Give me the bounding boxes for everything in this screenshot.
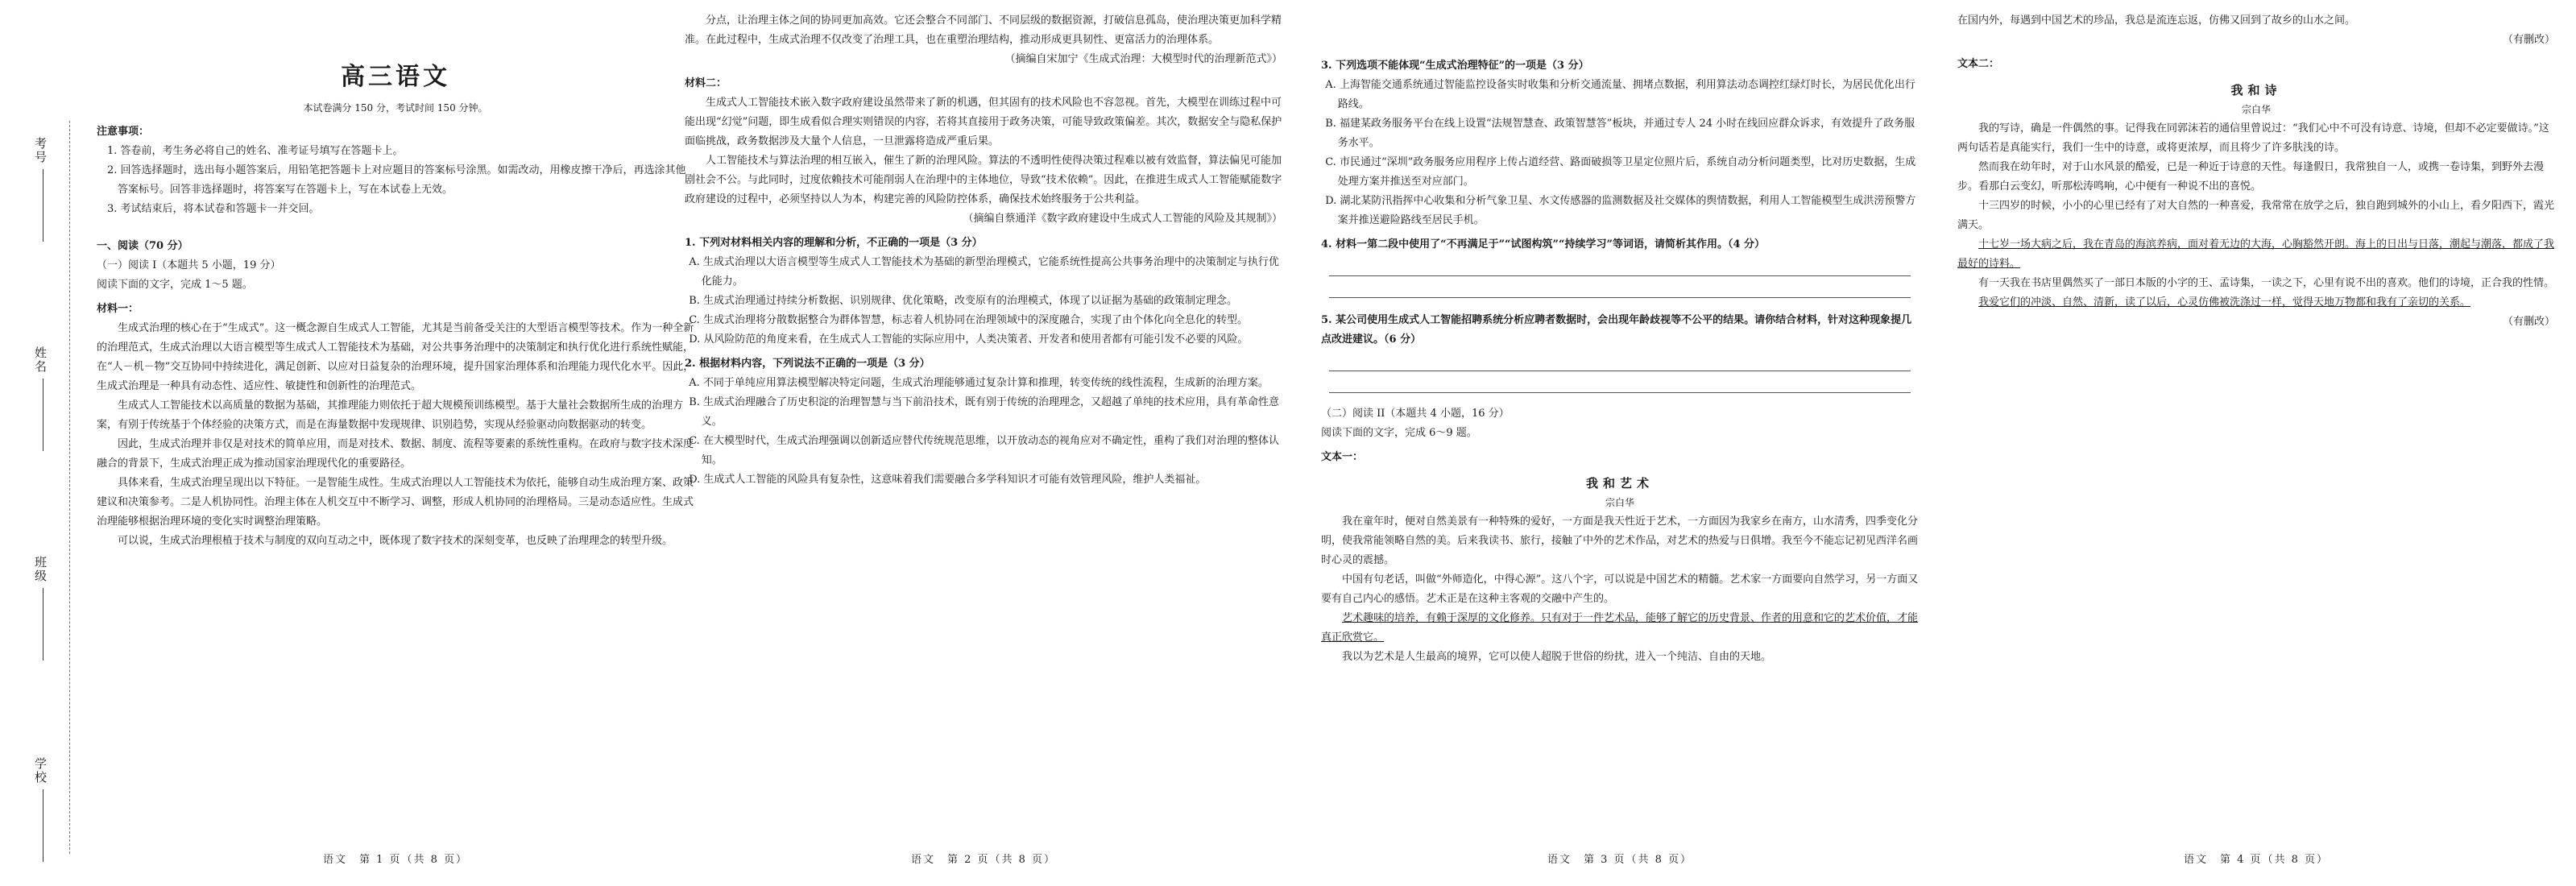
paragraph: 有一天我在书店里偶然买了一部日本版的小字的王、孟诗集，一读之下，心里有说不出的喜欢。他们的诗境，正合我的性情。 <box>1978 277 2555 289</box>
paragraph: 因此，生成式治理并非仅是对技术的简单应用，而是对技术、数据、制度、流程等要素的系统性重构。在政府与数字技术深度融合的背景下，生成式治理正成为推动国家治理现代化的重要路径。 <box>97 438 694 470</box>
paragraph: 我以为艺术是人生最高的境界，它可以使人超脱于世俗的纷扰，进入一个纯洁、自由的天地。 <box>1342 651 1772 663</box>
page-footer: 语文 第 4 页（共 8 页） <box>2183 854 2330 866</box>
answer-line <box>1329 255 1911 276</box>
paragraph: 我爱它们的冲淡、自然、清新，读了以后，心灵仿佛被洗涤过一样，觉得天地万物都和我有了亲切的关系。 <box>1978 296 2471 308</box>
page-4 <box>1957 11 2555 865</box>
paragraph: 我在童年时，便对自然美景有一种特殊的爱好，一方面是我天性近于艺术，一方面因为我家乡在南方，山水清秀，四季变化分明，使我常能领略自然的美。后来我读书、旅行，接触了中外的艺术作品，对艺术的热爱与日俱增。我至今不能忘记初见西洋名画时心灵的震撼。 <box>1321 515 1919 566</box>
article-author: 宗白华 <box>2241 104 2271 115</box>
instruction: 阅读下面的文字，完成 6～9 题。 <box>1321 427 1477 439</box>
option-d: D. 生成式人工智能的风险具有复杂性，这意味着我们需要融合多学科知识才可能有效管理风险，维护人类福祉。 <box>689 474 1207 486</box>
note-2: 2. 回答选择题时，选出每小题答案后，用铅笔把答题卡上对应题目的答案标号涂黑。如需改动，用橡皮擦干净后，再选涂其他答案标号。回答非选择题时，将答案写在答题卡上，写在本试卷上无效。 <box>107 164 686 196</box>
class-label: 班级 <box>33 556 48 583</box>
option-c: C. 市民通过“深圳”政务服务应用程序上传占道经营、路面破损等卫星定位照片后，系统自动分析问题类型，比对历史数据，生成处理方案并推送至对应部门。 <box>1325 156 1916 188</box>
material-1-label: 材料一： <box>97 303 139 315</box>
paragraph: 十三四岁的时候，小小的心里已经有了对大自然的一种喜爱，我常常在放学之后，独自跑到城外的小山上，看夕阳西下，霞光满天。 <box>1957 200 2555 231</box>
paragraph: 生成式治理的核心在于“生成式”。这一概念源自生成式人工智能，尤其是当前备受关注的大型语言模型等技术。作为一种全新的治理范式，生成式治理以大语言模型等生成式人工智能技术为基础，对公共事务治理中的决策制定和执行优化进行系统性赋能，在“人－机－物”交互协同中持续进化，满足创新、以应对日益复杂的治理环境，提升国家治理体系和治理能力现代化水平。因此，生成式治理是一种具有动态性、适应性、敏捷性和创新性的治理范式。 <box>97 322 694 392</box>
paragraph: 十七岁一场大病之后，我在青岛的海滨养病，面对着无边的大海，心胸豁然开朗。海上的日出与日落，潮起与潮落，都成了我最好的诗料。 <box>1957 238 2555 270</box>
article-title: 我和诗 <box>2230 83 2282 97</box>
page-footer: 语文 第 3 页（共 8 页） <box>1547 854 1693 866</box>
page-footer: 语文 第 1 页（共 8 页） <box>322 854 469 866</box>
option-d: D. 从风险防范的角度来看，在生成式人工智能的实际应用中，人类决策者、开发者和使用者都有可能引发不必要的风险。 <box>689 333 1249 346</box>
question-4: 4. 材料一第二段中使用了“不再满足于”“试图构筑”“持续学习”等词语，请简析其作用。（4 分） <box>1321 238 1766 250</box>
kaohao-field <box>32 137 55 242</box>
question-2: 2. 根据材料内容，下列说法不正确的一项是（3 分） <box>685 358 930 370</box>
class-field <box>32 556 55 660</box>
question-1: 1. 下列对材料相关内容的理解和分析，不正确的一项是（3 分） <box>685 237 983 249</box>
page-footer: 语文 第 2 页（共 8 页） <box>910 854 1057 866</box>
name-field <box>32 346 55 451</box>
answer-line <box>1329 371 1911 393</box>
text-1-label: 文本一： <box>1321 451 1364 463</box>
page-1 <box>97 11 694 865</box>
option-b: B. 生成式治理通过持续分析数据、识别规律、优化策略，改变原有的治理模式，体现了以证据为基础的政策制定理念。 <box>689 295 1238 307</box>
paragraph: 可以说，生成式治理根植于技术与制度的双向互动之中，既体现了数字技术的深刻变革，也反映了治理理念的转型升级。 <box>118 535 673 547</box>
note-1: 1. 答卷前，考生务必将自己的姓名、准考证号填写在答题卡上。 <box>107 145 404 157</box>
option-c: C. 在大模型时代，生成式治理强调以创新适应替代传统规范思维，以开放动态的视角应对不确定性，重构了我们对治理的整体认知。 <box>689 435 1279 466</box>
paragraph: 生成式人工智能技术嵌入数字政府建设虽然带来了新的机遇，但其固有的技术风险也不容忽视。首先，大模型在训练过程中可能出现“幻觉”问题，即生成看似合理实则错误的内容，若将其直接用于政务决策，可能导致政策偏差。其次，数据安全与隐私保护面临挑战，政务数据涉及大量个人信息，一旦泄露将造成严重后果。 <box>685 97 1282 147</box>
paragraph: 生成式人工智能技术以高质量的数据为基础，其推理能力则依托于超大规模预训练模型。基于大量社会数据所生成的治理方案，有别于传统基于个体经验的决策方式，而是在海量数据中发现规律、识别趋势，实现从经验驱动向数据驱动的转变。 <box>97 400 684 431</box>
option-d: D. 湖北某防汛指挥中心收集和分析气象卫星、水文传感器的监测数据及社交媒体的舆情数据，利用人工智能模型生成洪涝预警方案并推送避险路线至居民手机。 <box>1325 195 1916 226</box>
citation: （摘编自宋加宁《生成式治理：大模型时代的治理新范式》） <box>1004 53 1282 65</box>
school-label: 学校 <box>33 757 48 785</box>
option-b: B. 生成式治理融合了历史积淀的治理智慧与当下前沿技术，既有别于传统的治理理念，又超越了单纯的技术应用，具有革命性意义。 <box>689 396 1280 428</box>
page-2 <box>685 11 1282 865</box>
paragraph: 分点，让治理主体之间的协同更加高效。它还会整合不同部门、不同层级的数据资源，打破信息孤岛，使治理决策更加科学精准。在此过程中，生成式治理不仅改变了治理工具，也在重塑治理结构，推动形成更具韧性、更富活力的治理体系。 <box>685 14 1282 46</box>
citation: （摘编自蔡通洋《数字政府建设中生成式人工智能的风险及其规制》） <box>963 213 1282 225</box>
citation: （有删改） <box>2502 34 2555 46</box>
paragraph: 我的写诗，确是一件偶然的事。记得我在同郭沫若的通信里曾说过：“我们心中不可没有诗意、诗境，但却不必定要做诗。”这两句话若是真能实行，我们一生中的诗意，或将更浓厚，而且将少了许多肤浅的诗。 <box>1957 122 2549 154</box>
paragraph: 中国有句老话，叫做“外师造化，中得心源”。这八个字，可以说是中国艺术的精髓。艺术家一方面要向自然学习，另一方面又要有自己内心的感悟。艺术正是在这种主客观的交融中产生的。 <box>1321 573 1919 605</box>
exam-title: 高三语文 <box>341 63 450 91</box>
subsection-heading: （一）阅读 I（本题共 5 小题，19 分） <box>97 259 281 271</box>
kaohao-label: 考号 <box>33 137 48 164</box>
paragraph: 人工智能技术与算法治理的相互嵌入，催生了新的治理风险。算法的不透明性使得决策过程难以被有效监督，算法偏见可能加剧社会不公。与此同时，过度依赖技术可能削弱人在治理中的主体地位，导致“技术依赖”。因此，在推进生成式人工智能赋能数字政府建设的过程中，必须坚持以人为本，构建完善的风险防控体系，确保技术始终服务于公共利益。 <box>685 155 1282 205</box>
exam-subtitle: 本试卷满分 150 分，考试时间 150 分钟。 <box>303 102 488 114</box>
seal-line <box>69 121 70 854</box>
option-b: B. 福建某政务服务平台在线上设置“法规智慧查、政策智慧答”板块，并通过专人 24 小时在线回应群众诉求，有效提升了政务服务水平。 <box>1325 118 1915 149</box>
note-3: 3. 考试结束后，将本试卷和答题卡一并交回。 <box>107 203 320 215</box>
school-field <box>32 757 55 862</box>
section-heading: 一、阅读（70 分） <box>97 240 188 252</box>
page-3 <box>1321 11 1919 865</box>
text-2-label: 文本二： <box>1957 58 2000 70</box>
answer-line <box>1329 276 1911 298</box>
option-a: A. 生成式治理以大语言模型等生成式人工智能技术为基础的新型治理模式，它能系统性提高公共事务治理中的决策制定与执行优化能力。 <box>689 256 1279 288</box>
option-c: C. 生成式治理将分散数据整合为群体智慧，标志着人机协同在治理领域中的深度融合，实现了由个体化向全息化的转型。 <box>689 314 1248 326</box>
paragraph: 然而我在幼年时，对于山水风景的酷爱，已是一种近于诗意的天性。每逢假日，我常独自一人，或携一卷诗集，到野外去漫步。看那白云变幻，听那松涛鸣响，心中便有一种说不出的喜悦。 <box>1957 161 2545 193</box>
option-a: A. 不同于单纯应用算法模型解决特定问题，生成式治理能够通过复杂计算和推理，转变传统的线性流程，生成新的治理方案。 <box>689 377 1269 389</box>
material-2-label: 材料二： <box>685 77 727 89</box>
instruction: 阅读下面的文字，完成 1～5 题。 <box>97 279 253 291</box>
question-5: 5. 某公司使用生成式人工智能招聘系统分析应聘者数据时，会出现年龄歧视等不公平的结果。请你结合材料，针对这种现象提几点改进建议。（6 分） <box>1321 314 1912 346</box>
paragraph: 具体来看，生成式治理呈现出以下特征。一是智能生成性。生成式治理以人工智能技术为依托，能够自动生成治理方案、政策建议和决策参考。二是人机协同性。治理主体在人机交互中不断学习、调整，形成人机协同的治理格局。三是动态适应性。生成式治理能够根据治理环境的变化实时调整治理策略。 <box>97 477 694 528</box>
article-title: 我和艺术 <box>1585 476 1654 491</box>
option-a: A. 上海智能交通系统通过智能监控设备实时收集和分析交通流量、拥堵点数据，利用算法动态调控红绿灯时长，为居民优化出行路线。 <box>1325 79 1915 110</box>
binding-margin <box>0 0 89 886</box>
subsection-heading: （二）阅读 II（本题共 4 小题，16 分） <box>1321 408 1510 420</box>
notes-heading: 注意事项： <box>97 126 150 138</box>
paragraph: 在国内外，每遇到中国艺术的珍品，我总是流连忘返，仿佛又回到了故乡的山水之间。 <box>1957 14 2356 27</box>
citation: （有删改） <box>2502 316 2555 328</box>
answer-line <box>1329 350 1911 371</box>
question-3: 3. 下列选项不能体现“生成式治理特征”的一项是（3 分） <box>1321 60 1589 72</box>
article-author: 宗白华 <box>1605 497 1634 508</box>
name-label: 姓名 <box>33 346 48 374</box>
paragraph: 艺术趣味的培养，有赖于深厚的文化修养。只有对于一件艺术品，能够了解它的历史背景、作者的用意和它的艺术价值，才能真正欣赏它。 <box>1321 612 1919 644</box>
